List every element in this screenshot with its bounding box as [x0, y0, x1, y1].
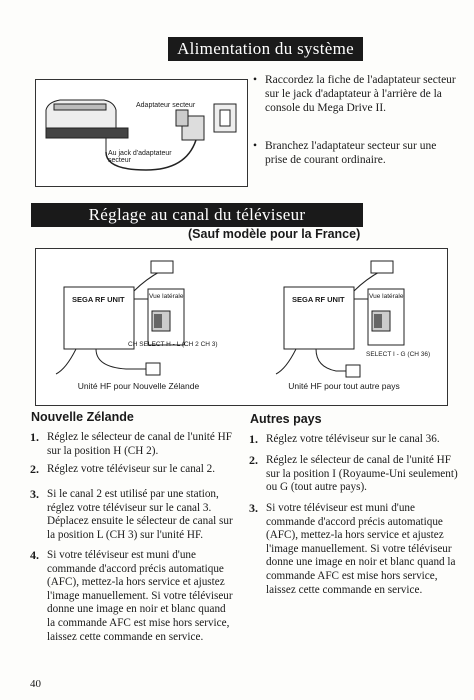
power-adapter-figure: [35, 79, 248, 187]
bullet-connect: • Raccordez la fiche de l'adaptateur secteur sur le jack d'adaptateur à l'arrière de la console du Mega Drive II.: [253, 74, 456, 115]
section-title-channel: Réglage au canal du téléviseur: [31, 203, 363, 227]
rf-unit-figure: [35, 248, 448, 406]
adapter-label: Adaptateur secteur: [136, 102, 196, 109]
left-switch-label: CH SELECT H - L (CH 2 CH 3): [128, 341, 218, 348]
console-adapter-illustration: [36, 80, 247, 186]
left-unit-label: SEGA RF UNIT: [72, 295, 125, 304]
other-step-2: 2. Réglez le sélecteur de canal de l'unité HF sur la position I (Royaume-Uni seulement) ou G (tout autre pays).: [249, 453, 458, 494]
nz-step-3: 3. Si le canal 2 est utilisé par une station, réglez votre téléviseur sur le canal 3. Déplacez ensuite le sélecteur de canal sur la position L (CH 3) sur l'unité HF.: [30, 487, 233, 541]
nz-step-2: 2. Réglez votre téléviseur sur le canal 2.: [30, 462, 216, 476]
other-heading: Autres pays: [250, 412, 322, 426]
right-side-view-label: Vue latérale: [369, 293, 404, 300]
left-figure-caption: Unité HF pour Nouvelle Zélande: [77, 381, 200, 391]
right-switch-label: SELECT I - G (CH 36): [366, 351, 431, 358]
nz-step-4: 4. Si votre téléviseur est muni d'une commande d'accord précis automatique (AFC), mettez-la hors service et ajustez l'image manuellement. Si votre téléviseur donne une image en noir et blanc quand la commande AFC est mise hors service, laissez cette commande en service.: [30, 548, 233, 643]
left-side-view-label: Vue latérale: [149, 293, 184, 300]
bullet-plug: • Branchez l'adaptateur secteur sur une prise de courant ordinaire.: [253, 140, 437, 167]
nz-heading: Nouvelle Zélande: [31, 410, 134, 424]
jack-label: Au jack d'adaptateur secteur: [108, 150, 172, 164]
section-title-power: Alimentation du système: [168, 37, 363, 61]
other-step-3: 3. Si votre téléviseur est muni d'une commande d'accord précis automatique (AFC), mettez-la hors service et ajustez l'image manuellement. Si votre téléviseur donne une image en noir et blanc quand la commande AFC est mise hors service, laissez cette commande en service.: [249, 501, 456, 596]
right-unit-label: SEGA RF UNIT: [292, 295, 345, 304]
right-figure-caption: Unité HF pour tout autre pays: [288, 381, 400, 391]
other-step-1: 1. Réglez votre téléviseur sur le canal 36.: [249, 432, 440, 446]
section-subtitle: (Sauf modèle pour la France): [188, 227, 361, 241]
nz-step-1: 1. Réglez le sélecteur de canal de l'unité HF sur la position H (CH 2).: [30, 430, 232, 457]
page-number: 40: [30, 678, 41, 690]
